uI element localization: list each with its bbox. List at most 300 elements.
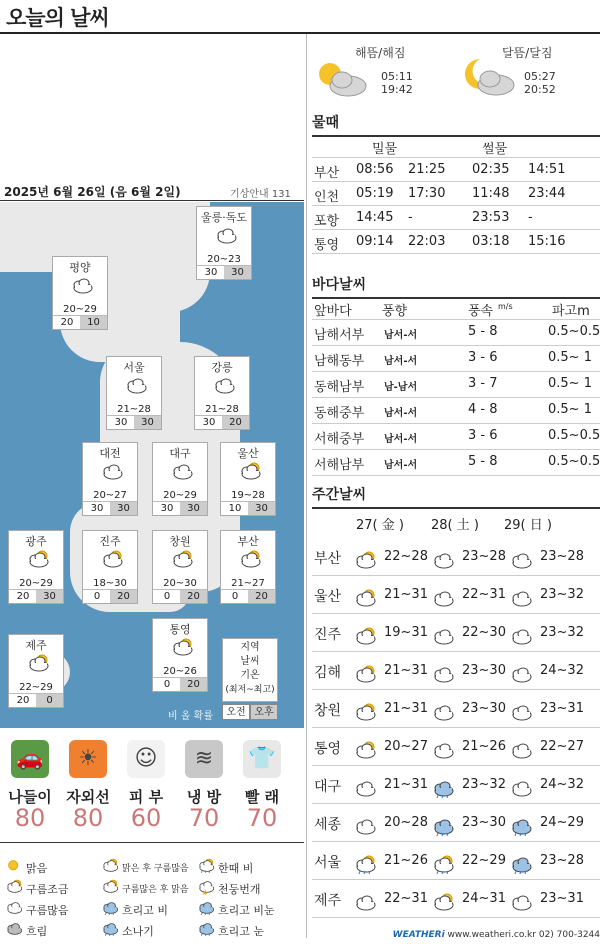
sea-row [312,346,600,372]
partly-cloudy-icon [169,637,195,659]
wind-icon: ≋ [185,740,223,778]
partly-cloudy-icon [237,549,263,571]
map-city-name: 평양 [69,261,91,274]
map-city-name: 광주 [25,535,47,548]
sea-area: 동해중부 [314,406,365,421]
legend-item [4,879,100,899]
sea-row [312,424,600,450]
rain-cloud-icon [100,900,120,916]
legend-item [4,921,100,941]
tide-city: 인천 [314,190,340,205]
legend-label: 흐리고 비눈 [218,904,275,917]
overcast-icon [4,921,24,937]
tide-low-1: 11:48 [472,186,510,201]
cloud-icon [4,900,24,916]
sea-speed-unit: m/s [498,302,513,311]
legend-item [100,879,196,899]
map-city-rain-am: 0 [221,589,249,603]
map-city-rain-pm: 20 [248,589,275,603]
map-city-temp: 20~30 [163,578,197,589]
sea-dir-header: 풍향 [382,304,408,319]
map-legend-card [222,638,278,702]
weekly-day-2: 28( 土 ) [431,518,479,533]
legend-item [4,900,100,920]
map-city-rain-am: 0 [153,589,181,603]
legend-temp: 기온 [240,670,260,681]
sun-label: 해뜸/해짐 [355,46,406,60]
legend-item [196,858,292,878]
cloud-icon [352,779,378,799]
weekly-temp: 23~32 [540,625,584,640]
cloud-icon [123,375,149,397]
sea-dir: 남서-서 [384,408,418,419]
sea-area: 남해동부 [314,354,365,369]
weekly-temp: 23~30 [462,701,506,716]
map-city-rain-pm: 30 [110,501,137,515]
tide-row [312,182,600,206]
sea-speed: 5 - 8 [468,324,498,339]
moon-cloud-icon [458,55,518,97]
date-line: 2025년 6월 26일 (음 6월 2일) [4,185,181,199]
partly-cloudy-icon [352,589,378,609]
legend-label: 맑음 [26,862,48,875]
partly-cloudy-icon [99,549,125,571]
weekly-temp: 23~30 [462,663,506,678]
tide-low-2: - [528,210,533,225]
weekly-temp: 20~27 [384,739,428,754]
map-city-rain-pm: 30 [134,415,161,429]
sea-row [312,398,600,424]
weekly-row [312,576,600,614]
map-city-card [152,442,208,516]
legend-label: 흐리고 눈 [218,925,265,938]
tide-high-2: 22:03 [408,234,446,249]
weekly-row [312,690,600,728]
sea-area: 서해중부 [314,432,365,447]
tide-high-1: 08:56 [356,162,394,177]
sea-wave: 0.5~ 1 [548,350,592,365]
column-divider [306,34,307,938]
shirt-icon: 👕 [243,740,281,778]
tide-row [312,206,600,230]
legend-item [196,921,292,941]
map-city-name: 서울 [123,361,145,374]
cloud-icon [169,461,195,483]
map-city-temp: 18~30 [93,578,127,589]
cloud-icon [430,551,456,571]
cloud-icon [508,589,534,609]
legend-label: 한때 비 [218,862,254,875]
map-city-rain-pm: 30 [248,501,275,515]
weekly-temp: 22~29 [462,853,506,868]
footer-phone: 02) 700-3244 [538,930,600,940]
sea-header-row [312,296,600,320]
weekly-row [312,728,600,766]
map-city-temp: 22~29 [19,682,53,693]
legend-label: 흐림 [26,925,48,938]
cloud-icon [508,703,534,723]
partly-cloudy-icon [352,551,378,571]
map-city-rain-am: 30 [195,415,223,429]
weekly-temp: 23~28 [540,853,584,868]
map-city-temp: 20~23 [207,254,241,265]
weekly-temp: 24~32 [540,777,584,792]
legend-item [100,900,196,920]
weekly-temp: 23~28 [462,549,506,564]
legend-region: 지역 [240,642,260,653]
weekly-temp: 21~31 [384,663,428,678]
weekly-temp: 22~31 [384,891,428,906]
legend-label: 구름많음 [26,904,69,917]
partly-cloudy-icon [352,627,378,647]
sea-row [312,450,600,476]
legend-label: 맑은 후 구름많음 [122,864,189,874]
weekly-row [312,842,600,880]
uv-icon: ☀ [69,740,107,778]
cloud-icon [69,275,95,297]
map-city-rain-am: 10 [221,501,249,515]
tide-city: 통영 [314,238,340,253]
map-city-temp: 20~27 [93,490,127,501]
legend-label: 흐리고 비 [122,904,169,917]
weekly-city: 세종 [314,817,342,833]
map-city-rain-am: 30 [83,501,111,515]
tide-low-2: 14:51 [528,162,566,177]
sea-speed: 4 - 8 [468,402,498,417]
index-value: 60 [130,804,162,832]
weekly-city: 울산 [314,589,342,605]
index-value: 70 [188,804,220,832]
rain-cloud-icon [430,779,456,799]
weekly-row [312,538,600,576]
weekly-temp: 24~32 [540,663,584,678]
snow-icon [196,921,216,937]
sea-dir: 남서-서 [384,460,418,471]
weekly-temp: 21~31 [384,701,428,716]
map-city-card [82,530,138,604]
map-city-temp: 21~28 [205,404,239,415]
sun-cloud-icon [314,58,370,98]
index-value: 80 [14,804,46,832]
sea-speed: 5 - 8 [468,454,498,469]
weekly-day-3: 29( 日 ) [504,518,552,533]
cloud-icon [508,741,534,761]
map-city-temp: 20~26 [163,666,197,677]
partly-cloudy-icon [25,549,51,571]
partly-cloudy-icon [169,549,195,571]
map-city-rain-am: 0 [83,589,111,603]
sea-speed: 3 - 7 [468,376,498,391]
tide-low-2: 15:16 [528,234,566,249]
weekly-temp: 21~31 [384,587,428,602]
sea-dir: 남서-서 [384,330,418,341]
sea-dir: 남-남서 [384,382,418,393]
weekly-temp: 22~30 [462,625,506,640]
weekly-city: 대구 [314,779,342,795]
weekly-temp: 22~27 [540,739,584,754]
map-city-temp: 20~29 [63,304,97,315]
sun-icon [4,858,24,874]
map-city-rain-pm: 30 [180,501,207,515]
footer-url: www.weatheri.co.kr [447,930,536,940]
partly-cloudy-icon [4,879,24,895]
weekly-temp: 21~31 [384,777,428,792]
map-city-card [82,442,138,516]
index-name: 자외선 [66,788,110,806]
face-icon: ☺ [127,740,165,778]
weekly-city: 진주 [314,627,342,643]
map-city-temp: 21~27 [231,578,265,589]
tide-low-1: 02:35 [472,162,510,177]
legend-weather: 날씨 [240,656,260,667]
tide-low-1: 03:18 [472,234,510,249]
sea-wave: 0.5~0.5 [548,454,600,469]
tide-high-1: 09:14 [356,234,394,249]
map-city-name: 부산 [237,535,259,548]
sea-speed-header: 풍속 [468,304,494,319]
partly-cloudy-icon [352,741,378,761]
map-city-rain-pm: 20 [180,677,207,691]
sun-cloud-after-icon [100,858,120,874]
map-city-rain-am: 0 [153,677,181,691]
weekly-temp: 23~31 [540,701,584,716]
shower-icon [100,921,120,937]
tide-high-header: 밀물 [372,142,398,157]
weekly-city: 통영 [314,741,342,757]
tide-high-1: 14:45 [356,210,394,225]
map-city-name: 통영 [169,623,191,636]
tide-high-2: 21:25 [408,162,446,177]
tide-low-2: 23:44 [528,186,566,201]
map-city-card [152,530,208,604]
sun-rain-icon [430,855,456,875]
date-divider [0,200,304,201]
map-city-card [8,634,64,708]
cloud-icon [99,461,125,483]
weekly-city: 제주 [314,893,342,909]
weekly-temp: 24~29 [540,815,584,830]
weekly-city: 서울 [314,855,342,871]
weekly-row [312,804,600,842]
legend-label: 소나기 [122,925,154,938]
sea-wave: 0.5~ 1 [548,402,592,417]
legend-item [4,858,100,878]
weekly-temp: 23~28 [540,549,584,564]
legend-pm: 오후 [250,704,278,720]
moon-label: 달뜸/달짐 [502,46,553,60]
map-city-card [106,356,162,430]
index-name: 나들이 [8,788,52,806]
sea-speed: 3 - 6 [468,350,498,365]
sea-dir: 남서-서 [384,356,418,367]
sea-area: 남해서부 [314,328,365,343]
map-city-rain-am: 30 [153,501,181,515]
weekly-row [312,652,600,690]
weekly-temp: 23~32 [462,777,506,792]
legend-item [100,858,196,878]
sun-rain-icon [352,855,378,875]
map-city-rain-am: 20 [9,589,37,603]
map-city-temp: 21~28 [117,404,151,415]
index-name: 빨 래 [244,788,280,806]
weekly-temp: 19~31 [384,625,428,640]
map-city-card [220,530,276,604]
partly-cloudy-icon [25,653,51,675]
map-city-name: 울산 [237,447,259,460]
map-city-name: 울릉·독도 [200,211,247,224]
weekly-temp: 23~31 [540,891,584,906]
sunrise-time: 05:11 [381,70,413,83]
cloud-icon [430,703,456,723]
weekly-temp: 22~28 [384,549,428,564]
map-city-rain-am: 30 [107,415,135,429]
weekly-temp: 20~28 [384,815,428,830]
legend-label: 구름조금 [26,883,69,896]
map-city-name: 대구 [169,447,191,460]
legend-am: 오전 [222,704,250,720]
map-city-rain-pm: 20 [110,589,137,603]
map-city-rain-am: 30 [197,265,225,279]
weekly-day-1: 27( 金 ) [356,518,404,533]
sea-dir: 남서-서 [384,434,418,445]
index-value: 70 [246,804,278,832]
tide-row [312,230,600,254]
tide-header-row [312,134,600,158]
cloud-icon [508,893,534,913]
tide-row [312,158,600,182]
footer [312,930,600,940]
map-city-temp: 20~29 [19,578,53,589]
partly-cloudy-icon [352,665,378,685]
partly-cloudy-icon [237,461,263,483]
legend-temp-range: (최저~최고) [225,685,275,695]
sea-row [312,372,600,398]
sea-area: 서해남부 [314,458,365,473]
weekly-temp: 21~26 [384,853,428,868]
cloud-icon [508,665,534,685]
cloud-sun-after-icon [100,879,120,895]
cloud-icon [213,225,239,247]
map-city-rain-pm: 20 [180,589,207,603]
sea-speed: 3 - 6 [468,428,498,443]
sea-title: 바다날씨 [312,274,600,299]
map-city-card [220,442,276,516]
sea-wave: 0.5~0.5 [548,324,600,339]
index-name: 냉 방 [186,788,222,806]
map-city-rain-pm: 30 [36,589,63,603]
sun-rain-icon [196,858,216,874]
weekly-temp: 22~31 [462,587,506,602]
tide-city: 부산 [314,166,340,181]
map-city-rain-am: 20 [53,315,81,329]
map-city-rain-pm: 20 [222,415,249,429]
weekly-city: 김해 [314,665,342,681]
map-city-rain-am: 20 [9,693,37,707]
map-city-rain-pm: 30 [224,265,251,279]
weekly-temp: 21~26 [462,739,506,754]
map-city-card [194,356,250,430]
moonset-time: 20:52 [524,83,556,96]
map-city-name: 창원 [169,535,191,548]
rain-cloud-icon [430,817,456,837]
index-divider [0,842,304,843]
index-value: 80 [72,804,104,832]
legend-item [100,921,196,941]
cloud-icon [352,893,378,913]
agency-phone: 기상안내 131 [230,189,291,200]
legend-item [196,900,292,920]
sea-area-header: 앞바다 [314,304,352,319]
weekly-temp: 24~31 [462,891,506,906]
map-city-name: 대전 [99,447,121,460]
rain-probability-note: 비 올 확률 [168,711,213,722]
map-city-card [196,206,252,280]
map-city-name: 진주 [99,535,121,548]
map-city-card [52,256,108,330]
cloud-icon [211,375,237,397]
rain-cloud-icon [508,855,534,875]
tide-title: 물때 [312,112,600,137]
index-name: 피 부 [128,788,164,806]
tide-high-1: 05:19 [356,186,394,201]
title-divider [0,32,600,34]
cloud-icon [430,665,456,685]
cloud-icon [430,627,456,647]
sea-wave: 0.5~ 1 [548,376,592,391]
page-title: 오늘의 날씨 [6,6,109,30]
map-city-name: 강릉 [211,361,233,374]
tide-low-header: 썰물 [482,142,508,157]
sea-row [312,320,600,346]
legend-label: 구름많은 후 맑음 [122,885,189,895]
weekly-row [312,614,600,652]
cloud-icon [508,627,534,647]
tide-low-1: 23:53 [472,210,510,225]
tide-high-2: 17:30 [408,186,446,201]
partly-cloudy-icon [430,893,456,913]
tide-high-2: - [408,210,413,225]
map-city-rain-pm: 10 [80,315,107,329]
weekly-row [312,880,600,918]
weekly-city: 창원 [314,703,342,719]
legend-label: 천둥번개 [218,883,261,896]
sunset-time: 19:42 [381,83,413,96]
thunder-icon [196,879,216,895]
cloud-icon [352,817,378,837]
moonrise-time: 05:27 [524,70,556,83]
partly-cloudy-icon [352,703,378,723]
map-city-name: 제주 [25,639,47,652]
sea-wave: 0.5~0.5 [548,428,600,443]
cloud-icon [430,741,456,761]
weekly-title: 주간날씨 [312,484,600,509]
tide-city: 포항 [314,214,340,229]
rain-cloud-icon [508,817,534,837]
rain-snow-icon [196,900,216,916]
sea-area: 동해남부 [314,380,365,395]
map-city-card [8,530,64,604]
footer-brand: WEATHERi [392,930,445,940]
map-city-temp: 19~28 [231,490,265,501]
cloud-icon [430,589,456,609]
weekly-city: 부산 [314,551,342,567]
cloud-icon [508,779,534,799]
weekly-row [312,766,600,804]
car-icon: 🚗 [11,740,49,778]
legend-am-pm [222,704,278,720]
sea-wave-header: 파고m [552,304,590,319]
weekly-temp: 23~32 [540,587,584,602]
